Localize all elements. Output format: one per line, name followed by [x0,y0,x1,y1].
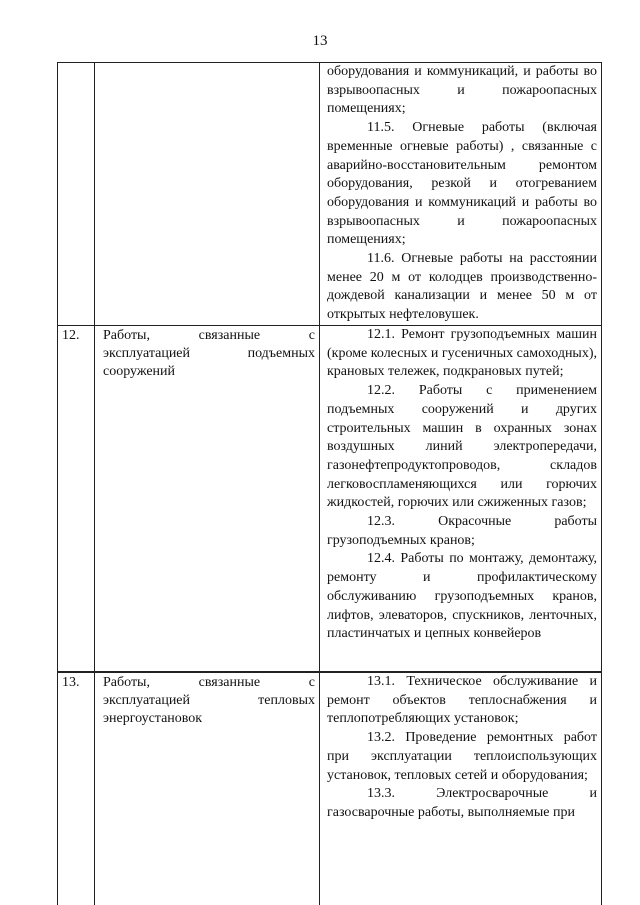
row-number: 13. [62,675,80,690]
work-item: 13.2. Проведение ремонтных работ при эксплуатации теплоиспользующих установок, тепловых сетей и оборудования; [327,730,597,783]
work-item: 12.3. Окрасочные работы грузоподъемных кранов; [327,514,597,548]
table-row-works [327,63,597,325]
work-area: Работы, связанные с эксплуатацией тепловых энергоустановок [103,675,315,726]
table-border-left [57,62,58,905]
table-row-works [327,326,597,644]
work-item: 13.3. Электросварочные и газосварочные работы, выполняемые при [327,786,597,820]
row-number: 12. [62,328,80,343]
work-item: 11.5. Огневые работы (включая временные огневые работы) , связанные с аварийно-восстановительным ремонтом оборудования, резкой и отогреванием оборудования и коммуникаций и работы во взрывоопасных и пожароопасных помещениях; [327,120,597,248]
work-area: Работы, связанные с эксплуатацией подъемных сооружений [103,328,315,379]
column-divider-area [319,62,320,905]
work-item: 11.6. Огневые работы на расстоянии менее 20 м от колодцев производственно-дождевой канализации и менее 50 м от открытых нефтеловушек. [327,251,597,323]
hazardous-works-table [57,62,602,905]
column-divider-number [94,62,95,905]
work-item: 13.1. Техническое обслуживание и ремонт объектов теплоснабжения и теплопотребляющих установок; [327,674,597,727]
work-item: 12.2. Работы с применением подъемных сооружений и других строительных машин в охранных зонах воздушных линий электропередачи, газонефтепродуктопроводов, складов легковоспламеняющихся или горючих жидкостей, горючих или сжиженных газов; [327,383,597,511]
work-item: 12.4. Работы по монтажу, демонтажу, ремонту и профилактическому обслуживанию грузоподъемных кранов, лифтов, элеваторов, спускников, ленточных, пластинчатых и цепных конвейеров [327,551,597,642]
table-border-right [601,62,602,905]
work-item: 12.1. Ремонт грузоподъемных машин (кроме колесных и гусеничных самоходных), крановых тележек, подкрановых путей; [327,327,597,380]
work-item: оборудования и коммуникаций, и работы во взрывоопасных и пожароопасных помещениях; [327,64,597,117]
page-number: 13 [312,33,328,49]
table-row-works [327,673,597,823]
